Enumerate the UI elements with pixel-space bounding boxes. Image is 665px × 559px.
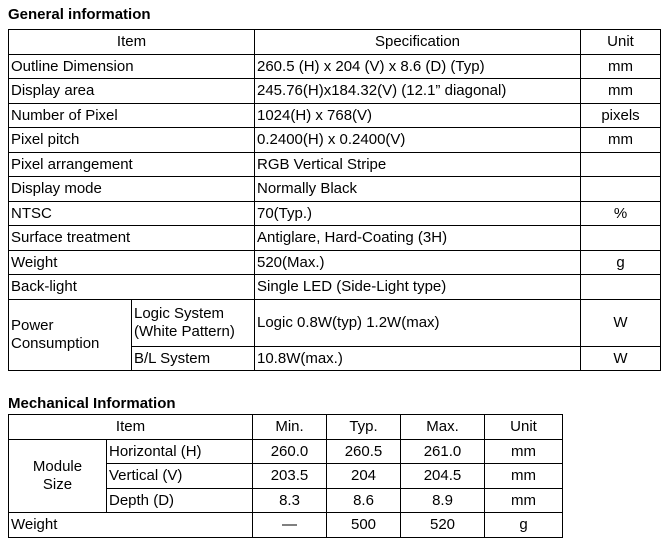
row-spec: 520(Max.) — [255, 250, 581, 275]
row-typ: 260.5 — [327, 439, 401, 464]
table-row — [9, 250, 661, 275]
row-unit: g — [581, 250, 661, 275]
row-max: 8.9 — [401, 488, 485, 513]
module-size-label: Module Size — [9, 439, 107, 513]
header-min: Min. — [253, 415, 327, 440]
logic-system-unit: W — [581, 299, 661, 346]
header-specification: Specification — [255, 30, 581, 55]
row-spec: Antiglare, Hard-Coating (3H) — [255, 226, 581, 251]
row-min: 8.3 — [253, 488, 327, 513]
row-spec: 1024(H) x 768(V) — [255, 103, 581, 128]
weight-unit: g — [485, 513, 563, 538]
header-item: Item — [9, 415, 253, 440]
table-header-row — [9, 30, 661, 55]
row-item: Display mode — [9, 177, 255, 202]
row-spec: 70(Typ.) — [255, 201, 581, 226]
row-unit: mm — [581, 128, 661, 153]
header-unit: Unit — [485, 415, 563, 440]
row-label: Vertical (V) — [107, 464, 253, 489]
row-item: Pixel arrangement — [9, 152, 255, 177]
row-item: Outline Dimension — [9, 54, 255, 79]
row-item: Number of Pixel — [9, 103, 255, 128]
mechanical-information-table — [8, 414, 563, 538]
header-typ: Typ. — [327, 415, 401, 440]
row-spec: Normally Black — [255, 177, 581, 202]
header-item: Item — [9, 30, 255, 55]
row-unit — [581, 275, 661, 300]
table-row — [9, 128, 661, 153]
row-spec: 260.5 (H) x 204 (V) x 8.6 (D) (Typ) — [255, 54, 581, 79]
weight-min: — — [253, 513, 327, 538]
header-unit: Unit — [581, 30, 661, 55]
table-row — [9, 177, 661, 202]
bl-system-label: B/L System — [132, 346, 255, 371]
row-unit: pixels — [581, 103, 661, 128]
row-min: 203.5 — [253, 464, 327, 489]
weight-label: Weight — [9, 513, 253, 538]
row-spec: 0.2400(H) x 0.2400(V) — [255, 128, 581, 153]
row-unit — [581, 177, 661, 202]
row-item: Surface treatment — [9, 226, 255, 251]
row-label: Depth (D) — [107, 488, 253, 513]
row-unit: mm — [485, 464, 563, 489]
row-item: Display area — [9, 79, 255, 104]
row-spec: RGB Vertical Stripe — [255, 152, 581, 177]
general-information-table — [8, 29, 661, 371]
row-unit — [581, 152, 661, 177]
row-typ: 8.6 — [327, 488, 401, 513]
table-row — [9, 201, 661, 226]
row-spec: 245.76(H)x184.32(V) (12.1” diagonal) — [255, 79, 581, 104]
row-max: 261.0 — [401, 439, 485, 464]
weight-typ: 500 — [327, 513, 401, 538]
row-unit: mm — [485, 488, 563, 513]
row-typ: 204 — [327, 464, 401, 489]
bl-system-spec: 10.8W(max.) — [255, 346, 581, 371]
row-item: NTSC — [9, 201, 255, 226]
table-row — [9, 79, 661, 104]
weight-max: 520 — [401, 513, 485, 538]
logic-system-spec: Logic 0.8W(typ) 1.2W(max) — [255, 299, 581, 346]
row-min: 260.0 — [253, 439, 327, 464]
bl-system-unit: W — [581, 346, 661, 371]
weight-row — [9, 513, 563, 538]
logic-system-label: Logic System (White Pattern) — [132, 299, 255, 346]
row-unit: mm — [581, 54, 661, 79]
row-unit: % — [581, 201, 661, 226]
row-item: Back-light — [9, 275, 255, 300]
row-max: 204.5 — [401, 464, 485, 489]
general-information-title: General information — [8, 6, 151, 23]
table-row — [9, 152, 661, 177]
table-row — [9, 103, 661, 128]
row-unit: mm — [485, 439, 563, 464]
row-label: Horizontal (H) — [107, 439, 253, 464]
power-logic-row — [9, 299, 661, 346]
header-max: Max. — [401, 415, 485, 440]
mechanical-information-title: Mechanical Information — [8, 395, 176, 412]
table-row — [9, 226, 661, 251]
row-spec: Single LED (Side-Light type) — [255, 275, 581, 300]
power-consumption-label: Power Consumption — [9, 299, 132, 371]
row-item: Weight — [9, 250, 255, 275]
table-row — [9, 275, 661, 300]
row-item: Pixel pitch — [9, 128, 255, 153]
row-unit: mm — [581, 79, 661, 104]
table-row — [9, 439, 563, 464]
table-row — [9, 54, 661, 79]
table-header-row — [9, 415, 563, 440]
row-unit — [581, 226, 661, 251]
